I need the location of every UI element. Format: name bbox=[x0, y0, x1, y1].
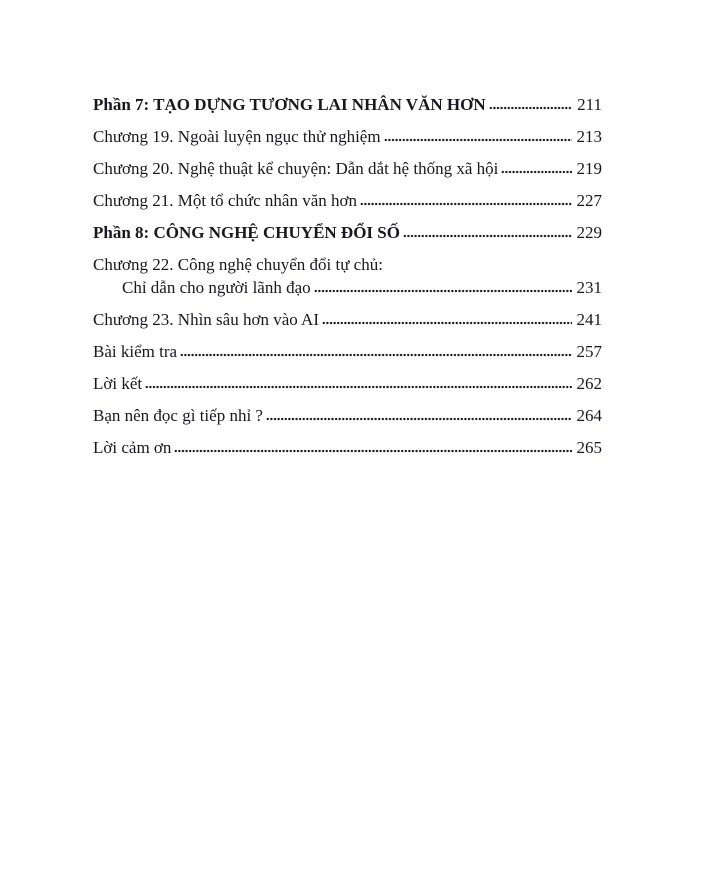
toc-entry-page-number: 231 bbox=[576, 278, 602, 297]
dot-leader bbox=[384, 138, 572, 142]
toc-entry-page-number: 211 bbox=[577, 95, 602, 114]
toc-entry-label: Chương 23. Nhìn sâu hơn vào AI bbox=[93, 310, 319, 329]
toc-entry-label: Lời cảm ơn bbox=[93, 438, 172, 457]
toc-entry-chapter-21 bbox=[93, 190, 602, 212]
toc-entry-page-number: 262 bbox=[576, 374, 602, 393]
toc-entry-page-number: 241 bbox=[576, 310, 602, 329]
toc-entry-label: Chương 19. Ngoài luyện ngục thử nghiệm bbox=[93, 127, 381, 146]
dot-leader bbox=[489, 106, 573, 110]
toc-entry-label: Bài kiểm tra bbox=[93, 342, 178, 361]
toc-entry-label: Phần 8: CÔNG NGHỆ CHUYỂN ĐỔI SỐ bbox=[93, 223, 400, 242]
toc-entry-page-number: 219 bbox=[576, 159, 602, 178]
toc-entry-part-7 bbox=[93, 94, 602, 116]
toc-entry-page-number: 227 bbox=[576, 191, 602, 210]
dot-leader bbox=[501, 170, 571, 174]
toc-entry-label: Phần 7: TẠO DỰNG TƯƠNG LAI NHÂN VĂN HƠN bbox=[93, 95, 486, 114]
toc-entry-page-number: 257 bbox=[576, 342, 602, 361]
toc-entry-part-8 bbox=[93, 222, 602, 244]
toc-entry-label: Bạn nên đọc gì tiếp nhỉ ? bbox=[93, 406, 263, 425]
toc-entry-chapter-22-line-1 bbox=[93, 254, 602, 276]
dot-leader bbox=[266, 417, 572, 421]
dot-leader bbox=[403, 234, 572, 238]
dot-leader bbox=[174, 449, 571, 453]
toc-entry-label: Chương 21. Một tổ chức nhân văn hơn bbox=[93, 191, 357, 210]
dot-leader bbox=[360, 202, 572, 206]
toc-entry-chapter-22-line-2 bbox=[93, 277, 602, 299]
dot-leader bbox=[180, 353, 571, 357]
toc-entry-label: Chương 20. Nghệ thuật kể chuyện: Dẫn dắt hệ thống xã hội bbox=[93, 159, 499, 178]
toc-entry-what-to-read-next bbox=[93, 405, 602, 427]
toc-entry-label: Chương 22. Công nghệ chuyển đổi tự chủ: bbox=[93, 255, 383, 274]
toc-entry-page-number: 264 bbox=[576, 406, 602, 425]
toc-entry-page-number: 213 bbox=[576, 127, 602, 146]
dot-leader bbox=[314, 289, 572, 293]
toc-entry-label: Lời kết bbox=[93, 374, 143, 393]
toc-entry-chapter-19 bbox=[93, 126, 602, 148]
toc-entry-page-number: 229 bbox=[576, 223, 602, 242]
toc-entry-label: Chỉ dẫn cho người lãnh đạo bbox=[122, 278, 311, 297]
toc-entry-epilogue bbox=[93, 373, 602, 395]
toc-entry-chapter-23 bbox=[93, 309, 602, 331]
dot-leader bbox=[145, 385, 571, 389]
toc-entry-page-number: 265 bbox=[576, 438, 602, 457]
toc-entry-chapter-20 bbox=[93, 158, 602, 180]
toc-entry-quiz bbox=[93, 341, 602, 363]
dot-leader bbox=[322, 321, 572, 325]
toc-entry-acknowledgements bbox=[93, 437, 602, 459]
